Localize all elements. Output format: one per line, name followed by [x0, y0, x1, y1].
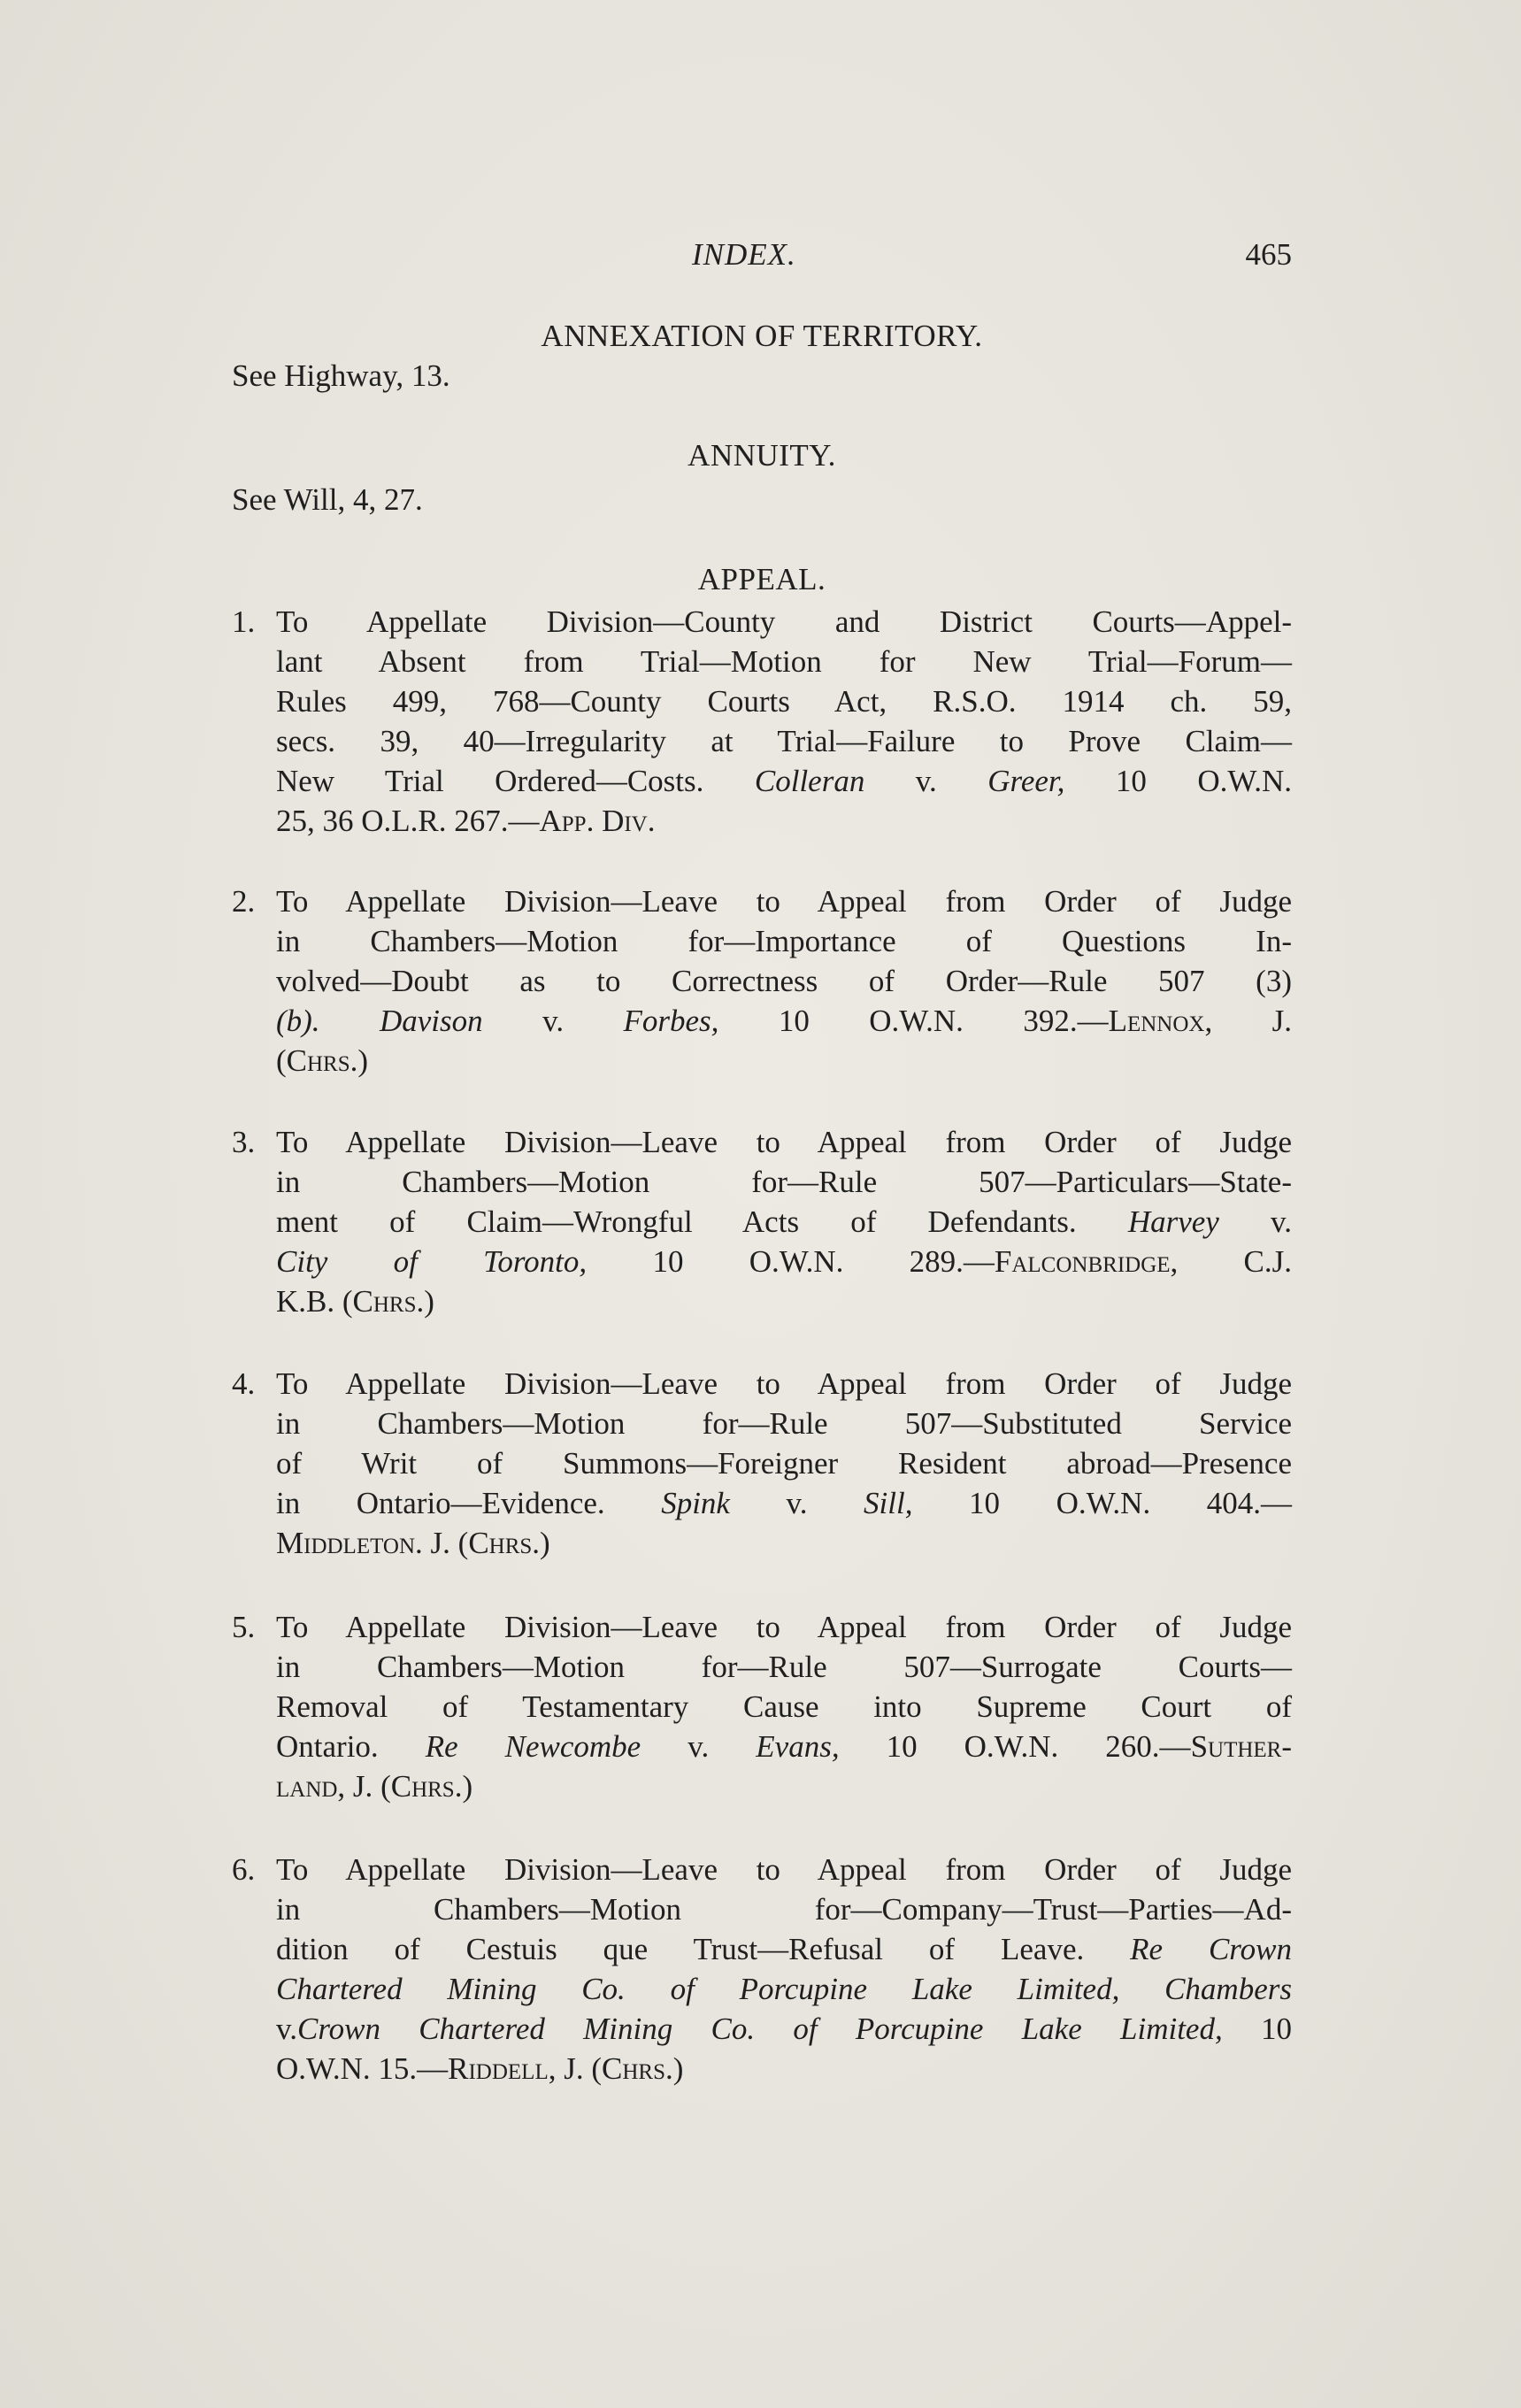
chambers-abbrev: Chrs. — [602, 2051, 673, 2086]
entry-line — [232, 1281, 1292, 1321]
entry-line — [232, 1122, 1292, 1162]
entry-text: To Appellate Division—Leave to Appeal from Order of Judge — [276, 1125, 1292, 1159]
entry-text: To Appellate Division—Leave to Appeal from Order of Judge — [276, 884, 1292, 919]
case-party: Forbes, — [623, 1004, 719, 1038]
entry-text: ( — [449, 1526, 469, 1560]
case-party: Davison — [380, 1004, 483, 1038]
entry-line — [232, 2049, 1292, 2089]
case-party: Crown Chartered Mining Co. of Porcupine Lake Limited, — [296, 2012, 1223, 2046]
entry-text: ) — [424, 1284, 434, 1319]
appeal-entry-5 — [232, 1607, 1292, 1806]
page-number: 465 — [1245, 237, 1292, 272]
entry-text: K.B. ( — [276, 1284, 353, 1319]
case-party: Colleran — [754, 764, 865, 798]
entry-text: v. — [864, 764, 988, 798]
entry-text: ( — [583, 2051, 602, 2086]
entry-number: 2. — [232, 884, 256, 919]
entry-number: 1. — [232, 604, 256, 639]
entry-line — [232, 761, 1292, 801]
entry-line — [232, 602, 1292, 642]
case-party: Re Crown — [1130, 1932, 1292, 1966]
entry-text: New Trial Ordered—Costs. — [276, 764, 755, 798]
heading-annuity: ANNUITY. — [688, 438, 836, 473]
entry-line — [232, 1483, 1292, 1523]
entry-line: Removal of Testamentary Cause into Supreme Court of — [276, 1689, 1292, 1724]
chambers-abbrev: Chrs. — [468, 1526, 541, 1560]
judge-name: Riddell, J. — [448, 2051, 584, 2086]
court-name: App. Div. — [539, 804, 656, 838]
case-party: Spink — [661, 1486, 730, 1520]
entry-line — [232, 1607, 1292, 1647]
judge-name: Suther- — [1190, 1729, 1293, 1764]
entry-text: ment of Claim—Wrongful Acts of Defendants. — [276, 1204, 1128, 1239]
appeal-entry-4 — [232, 1364, 1292, 1563]
case-party: Evans, — [756, 1729, 840, 1764]
entry-number: 5. — [232, 1610, 256, 1644]
entry-text: v. — [276, 2012, 297, 2046]
entry-text: To Appellate Division—Leave to Appeal from Order of Judge — [276, 1610, 1292, 1644]
entry-text: O.W.N. 15.— — [276, 2051, 449, 2086]
entry-text: ) — [672, 2051, 684, 2086]
entry-line — [232, 1364, 1292, 1404]
entry-line — [232, 1523, 1292, 1563]
entry-text: v. — [729, 1486, 864, 1520]
entry-line — [232, 1202, 1292, 1242]
judge-name: land, J. — [276, 1769, 373, 1804]
entry-text: Ontario. — [276, 1729, 426, 1764]
case-party: Chartered Mining Co. of Porcupine Lake Limited, Chambers — [276, 1972, 1292, 2006]
see-reference-annuity: See Will, 4, 27. — [232, 482, 423, 517]
entry-line — [232, 1001, 1292, 1041]
entry-text: v. — [641, 1729, 757, 1764]
entry-line — [232, 801, 1292, 841]
entry-line — [232, 1242, 1292, 1281]
see-reference-annexation: See Highway, 13. — [232, 358, 450, 393]
appeal-entry-3 — [232, 1122, 1292, 1321]
entry-text: 10 O.W.N. — [1064, 764, 1292, 798]
entry-text: 10 — [1222, 2012, 1293, 2046]
entry-text: 10 O.W.N. 260.— — [839, 1729, 1191, 1764]
entry-line: secs. 39, 40—Irregularity at Trial—Failure to Prove Claim— — [276, 724, 1292, 758]
entry-line — [232, 1727, 1292, 1766]
entry-text: 25, 36 O.L.R. 267.— — [276, 804, 540, 838]
entry-line: in Chambers—Motion for—Rule 507—Particulars—State- — [276, 1165, 1292, 1199]
chambers-abbrev: Chrs. — [352, 1284, 425, 1319]
entry-line — [232, 881, 1292, 921]
entry-text: in Ontario—Evidence. — [276, 1486, 662, 1520]
entry-line: volved—Doubt as to Correctness of Order—Rule 507 (3) — [276, 964, 1292, 998]
entry-text — [320, 1004, 380, 1038]
entry-line: in Chambers—Motion for—Rule 507—Substituted Service — [276, 1406, 1292, 1441]
judge-name: Middleton. J. — [276, 1526, 450, 1560]
entry-text: 10 O.W.N. 289.— — [587, 1244, 995, 1279]
running-head — [232, 237, 1292, 281]
entry-line — [232, 1929, 1292, 1969]
entry-number: 6. — [232, 1852, 256, 1887]
entry-line: in Chambers—Motion for—Company—Trust—Parties—Ad- — [276, 1892, 1292, 1927]
entry-line: lant Absent from Trial—Motion for New Trial—Forum— — [276, 644, 1292, 679]
judge-name: Lennox, J. — [1108, 1004, 1292, 1038]
case-party: Harvey — [1127, 1204, 1219, 1239]
heading-appeal: APPEAL. — [697, 562, 826, 596]
chambers-abbrev: Chrs. — [390, 1769, 463, 1804]
entry-line: in Chambers—Motion for—Importance of Questions In- — [276, 924, 1292, 958]
entry-line: Rules 499, 768—County Courts Act, R.S.O. 1914 ch. 59, — [276, 684, 1292, 719]
entry-text: dition of Cestuis que Trust—Refusal of Leave. — [276, 1932, 1131, 1966]
entry-text: v. — [1218, 1204, 1292, 1239]
appeal-entry-2 — [232, 881, 1292, 1081]
entry-text: 10 O.W.N. 404.— — [912, 1486, 1292, 1520]
judge-name: Falconbridge, C.J. — [994, 1244, 1293, 1279]
entry-text: To Appellate Division—County and District Courts—Appel- — [276, 604, 1292, 639]
case-party: City of Toronto, — [276, 1244, 588, 1279]
entry-text: (b). — [276, 1004, 320, 1038]
entry-text: ( — [373, 1769, 391, 1804]
entry-line — [232, 2009, 1292, 2049]
entry-line — [232, 1969, 1292, 2009]
case-party: Greer, — [987, 764, 1065, 798]
entry-line — [232, 1766, 1292, 1806]
case-party: Sill, — [864, 1486, 913, 1520]
running-title: INDEX. — [692, 237, 796, 272]
entry-text: To Appellate Division—Leave to Appeal from Order of Judge — [276, 1366, 1292, 1401]
entry-text: v. — [482, 1004, 624, 1038]
heading-annexation: ANNEXATION OF TERRITORY. — [541, 319, 983, 353]
entry-line: (Chrs.) — [276, 1043, 369, 1078]
entry-line: of Writ of Summons—Foreigner Resident abroad—Presence — [276, 1446, 1292, 1481]
entry-text: 10 O.W.N. 392.— — [718, 1004, 1109, 1038]
entry-number: 3. — [232, 1125, 256, 1159]
entry-line: in Chambers—Motion for—Rule 507—Surrogate Courts— — [276, 1650, 1292, 1684]
entry-number: 4. — [232, 1366, 256, 1401]
entry-text: To Appellate Division—Leave to Appeal from Order of Judge — [276, 1852, 1292, 1887]
entry-line — [232, 1850, 1292, 1889]
appeal-entry-1 — [232, 602, 1292, 841]
case-party: Re Newcombe — [425, 1729, 641, 1764]
entry-text: ) — [462, 1769, 473, 1804]
appeal-entry-6 — [232, 1850, 1292, 2089]
entry-text: ) — [540, 1526, 550, 1560]
